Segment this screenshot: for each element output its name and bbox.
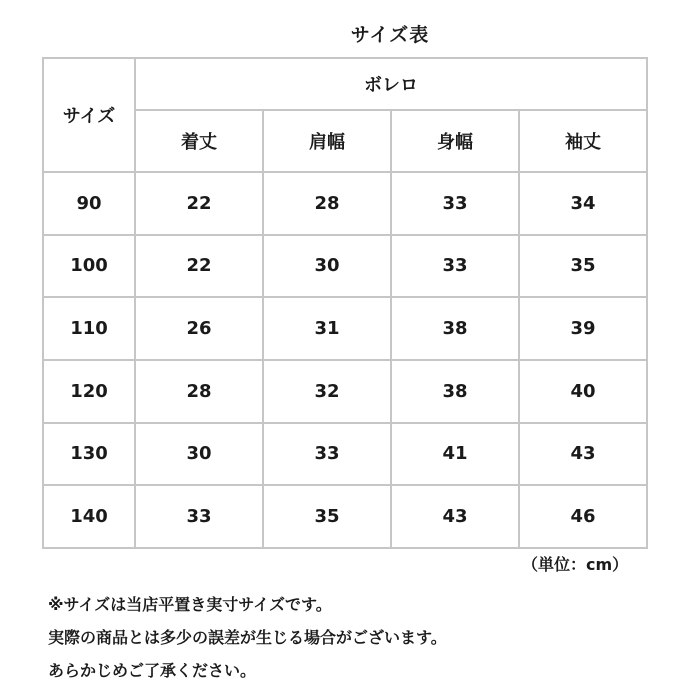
value-cell: 28 — [263, 172, 391, 235]
value-cell: 40 — [519, 360, 647, 423]
value-cell: 33 — [391, 172, 519, 235]
note-line: ※サイズは当店平置き実寸サイズです。 — [48, 595, 332, 614]
value-cell: 39 — [519, 297, 647, 360]
size-cell: 130 — [43, 423, 135, 486]
column-header-body-width: 身幅 — [391, 110, 519, 172]
note-line: あらかじめご了承ください。 — [48, 661, 257, 680]
unit-note: （単位：cm） — [522, 555, 629, 574]
size-cell: 90 — [43, 172, 135, 235]
value-cell: 41 — [391, 423, 519, 486]
value-cell: 33 — [391, 235, 519, 298]
table-row — [43, 485, 647, 548]
value-cell: 31 — [263, 297, 391, 360]
size-cell: 110 — [43, 297, 135, 360]
size-chart-title: サイズ表 — [350, 24, 430, 46]
value-cell: 30 — [263, 235, 391, 298]
header-row-group — [43, 58, 647, 110]
value-cell: 33 — [135, 485, 263, 548]
value-cell: 33 — [263, 423, 391, 486]
note-line: 実際の商品とは多少の誤差が生じる場合がございます。 — [48, 628, 447, 647]
size-header-cell: サイズ — [43, 58, 135, 172]
column-header-sleeve-length: 袖丈 — [519, 110, 647, 172]
value-cell: 38 — [391, 297, 519, 360]
column-header-shoulder-width: 肩幅 — [263, 110, 391, 172]
value-cell: 28 — [135, 360, 263, 423]
size-cell: 120 — [43, 360, 135, 423]
value-cell: 26 — [135, 297, 263, 360]
value-cell: 43 — [519, 423, 647, 486]
table-row — [43, 297, 647, 360]
table-row — [43, 423, 647, 486]
garment-type-header: ボレロ — [135, 58, 647, 110]
table-row — [43, 360, 647, 423]
column-header-length: 着丈 — [135, 110, 263, 172]
size-cell: 100 — [43, 235, 135, 298]
size-cell: 140 — [43, 485, 135, 548]
value-cell: 46 — [519, 485, 647, 548]
value-cell: 22 — [135, 235, 263, 298]
value-cell: 35 — [519, 235, 647, 298]
table-row — [43, 235, 647, 298]
value-cell: 38 — [391, 360, 519, 423]
value-cell: 35 — [263, 485, 391, 548]
value-cell: 32 — [263, 360, 391, 423]
value-cell: 34 — [519, 172, 647, 235]
value-cell: 22 — [135, 172, 263, 235]
size-table — [42, 57, 648, 549]
value-cell: 30 — [135, 423, 263, 486]
value-cell: 43 — [391, 485, 519, 548]
notes-block — [48, 588, 447, 687]
table-row — [43, 172, 647, 235]
